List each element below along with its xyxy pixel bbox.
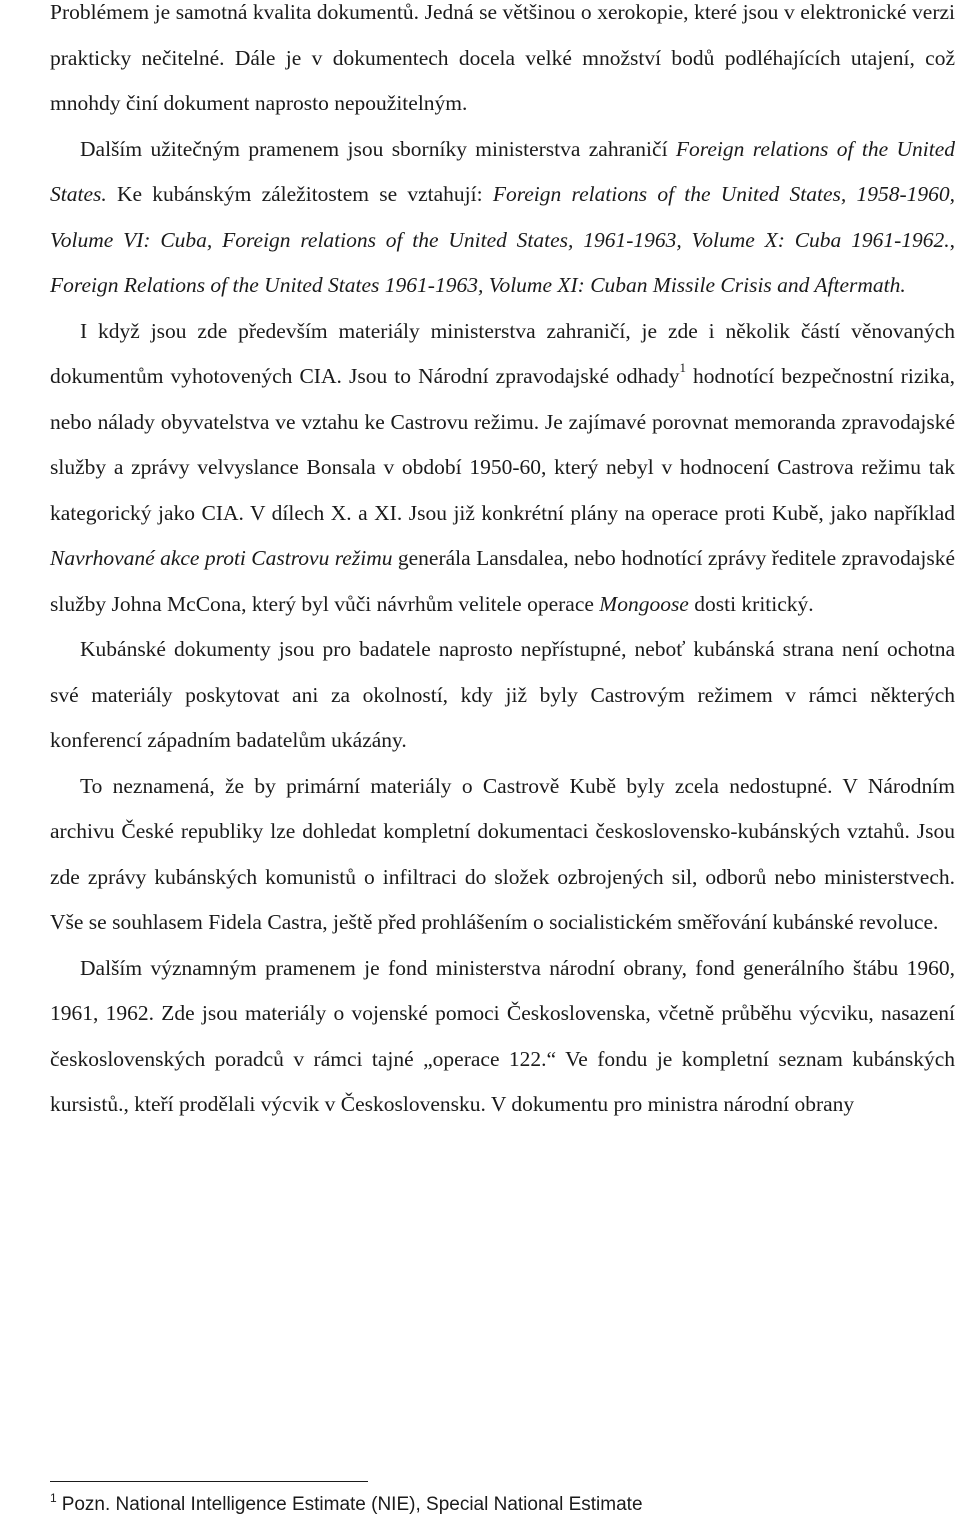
paragraph-3-text-b: hodnotící bezpečnostní rizika, nebo nálady obyvatelstva ve vztahu ke Castrovu režimu. Je zajímavé porovnat memoranda zpravodajské služby a zprávy velvyslance Bonsala v období 1950-60, který nebyl v hodnocení Castrova režimu tak kategorický jako CIA. V dílech X. a XI. Jsou již konkrétní plány na operace proti Kubě, jako například — [50, 364, 955, 525]
footnote — [50, 1491, 643, 1516]
paragraph-3-text-a: I když jsou zde především materiály ministerstva zahraničí, je zde i několik částí věnovaných dokumentům vyhotovených CIA. Jsou to Národní zpravodajské odhady — [50, 318, 955, 388]
paragraph-5 — [50, 764, 955, 946]
footnote-mark: 1 — [50, 1491, 57, 1505]
footnote-text: Pozn. National Intelligence Estimate (NIE), Special National Estimate — [61, 1494, 643, 1515]
paragraph-2-citation-volume-xi: Foreign Relations of the United States 1961-1963, Volume XI: Cuban Missile Crisis and Aftermath. — [50, 273, 906, 297]
paragraph-2 — [50, 127, 955, 309]
paragraph-3 — [50, 309, 955, 628]
paragraph-2-text-c: Ke kubánským záležitostem se vztahují: — [106, 182, 493, 206]
footnote-reference[interactable]: 1 — [679, 360, 686, 375]
paragraph-1-text: Problémem je samotná kvalita dokumentů. Jedná se většinou o xerokopie, které jsou v elektronické verzi prakticky nečitelné. Dále je v dokumentech docela velké množství bodů podléhajících utajení, což mnohdy činí dokument naprosto nepoužitelným. — [50, 0, 955, 115]
paragraph-4-text: Kubánské dokumenty jsou pro badatele naprosto nepřístupné, neboť kubánská strana není ochotna své materiály poskytovat ani za okolností, kdy již byly Castrovým režimem v rámci některých konferencí západním badatelům ukázány. — [50, 637, 955, 752]
paragraph-3-operation-mongoose: Mongoose — [599, 591, 689, 616]
paragraph-1 — [50, 0, 955, 127]
footnote-separator — [50, 1481, 368, 1482]
paragraph-5-text: To neznamená, že by primární materiály o Castrově Kubě byly zcela nedostupné. V Národním archivu České republiky lze dohledat kompletní dokumentaci československo-kubánských vztahů. Jsou zde zprávy kubánských komunistů o infiltraci do složek ozbrojených sil, odborů nebo ministerstvech. Vše se souhlasem Fidela Castra, ještě před prohlášením o socialistickém směřování kubánské revoluce. — [50, 773, 955, 934]
paragraph-2-citation-volumes: Foreign relations of the United States, 1958-1960, Volume VI: Cuba, Foreign relations of the United States, 1961-1963, Volume X: Cuba 1961-1962. — [50, 182, 955, 252]
paragraph-6-text: Dalším významným pramenem je fond ministerstva národní obrany, fond generálního štábu 1960, 1961, 1962. Zde jsou materiály o vojenské pomoci Československa, včetně průběhu výcviku, nasazení československých poradců v rámci tajné „operace 122.“ Ve fondu je kompletní seznam kubánských kursistů., kteří prodělali výcvik v Československu. V dokumentu pro ministra národní obrany — [50, 955, 955, 1116]
paragraph-3-citation-navrhovane-akce: Navrhované akce proti Castrovu režimu — [50, 546, 393, 570]
paragraph-4 — [50, 627, 955, 764]
paragraph-2-citation-frus: Foreign relations of the United States. — [50, 136, 956, 206]
paragraph-2-text-a: Dalším užitečným pramenem jsou sborníky ministerstva zahraničí — [80, 136, 676, 161]
paragraph-3-text-d: generála Lansdalea, nebo hodnotící zprávy ředitele zpravodajské služby Johna McCona, který byl vůči návrhům velitele operace — [50, 546, 956, 616]
paragraph-2-text-e: , — [949, 227, 955, 252]
paragraph-6 — [50, 946, 955, 1128]
paragraph-3-text-f: dosti kritický. — [688, 591, 814, 616]
document-page — [50, 0, 956, 1515]
